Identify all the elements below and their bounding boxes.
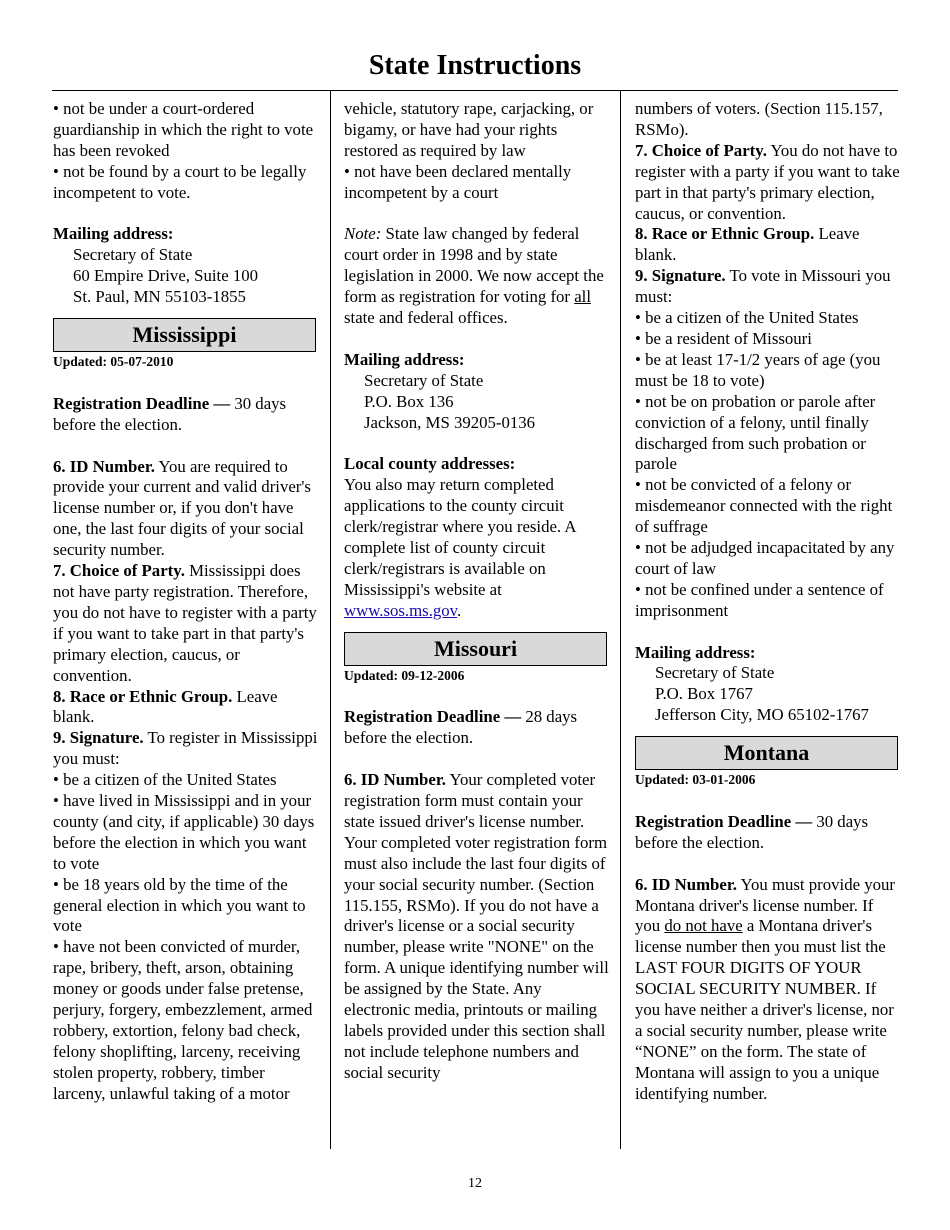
address-line: Jackson, MS 39205-0136 — [364, 412, 536, 432]
mailing-heading: Mailing address: — [635, 642, 756, 662]
mailing-heading: Mailing address: — [53, 224, 174, 244]
address-line: St. Paul, MN 55103-1855 — [73, 287, 246, 307]
county-heading: Local county addresses: — [344, 454, 516, 474]
column-3 — [635, 99, 901, 1105]
registration-deadline: Registration Deadline — 30 days before the election. — [635, 811, 869, 852]
column-divider — [330, 91, 331, 1149]
mailing-heading: Mailing address: — [344, 349, 465, 369]
note-paragraph: Note: State law changed by federal court order in 1998 and by state legislation in 2000. We now accept the form as registration for voting for all state and federal offices. — [344, 224, 604, 328]
page-title: State Instructions — [368, 50, 582, 81]
id-number-section: 6. ID Number. You must provide your Montana driver's license number. If you do not have a Montana driver's license number then you must list the LAST FOUR DIGITS OF YOUR SOCIAL SECURITY NUMBER. If you have neither a driver's license, nor a social security number, please write “NONE” on the form. The state of Montana will assign to you a unique identifying number. — [635, 874, 895, 1103]
updated-date: Updated: 09-12-2006 — [344, 667, 465, 683]
signature-section: 9. Signature. To register in Mississippi you must: — [53, 728, 318, 769]
choice-of-party-section: 7. Choice of Party. You do not have to register with a party if you want to take part in that party's primary election, caucus, or convention. — [635, 140, 900, 223]
column-divider — [620, 91, 621, 1149]
state-header-missouri: Missouri — [344, 632, 607, 666]
column-2 — [344, 99, 610, 1084]
address-line: P.O. Box 136 — [364, 391, 454, 411]
bullet-item: • be a citizen of the United States — [635, 308, 859, 328]
bullet-item: • have not been convicted of murder, rape, bribery, theft, arson, obtaining money or goods under false pretense, perjury, forgery, embezzlement, armed robbery, extortion, felony bad check, felony shoplifting, larceny, receiving stolen property, robbery, timber larceny, unlawful taking of a motor — [53, 937, 313, 1103]
bullet-item: • be 18 years old by the time of the general election in which you want to vote — [53, 874, 306, 936]
bullet-item: • not be found by a court to be legally incompetent to vote. — [53, 161, 307, 202]
bullet-item: • not be on probation or parole after conviction of a felony, until finally discharged from such probation or parole — [635, 391, 876, 474]
bullet-item: • not be convicted of a felony or misdemeanor connected with the right of suffrage — [635, 475, 893, 537]
registration-deadline: Registration Deadline — 30 days before the election. — [53, 393, 287, 434]
continued-text: numbers of voters. (Section 115.157, RSMo). — [635, 99, 883, 139]
address-line: Jefferson City, MO 65102-1767 — [655, 705, 869, 725]
updated-date: Updated: 05-07-2010 — [53, 354, 174, 370]
address-line: 60 Empire Drive, Suite 100 — [73, 266, 259, 286]
bullet-item: • be at least 17-1/2 years of age (you must be 18 to vote) — [635, 349, 881, 390]
column-1 — [53, 99, 319, 1105]
bullet-item: • not be confined under a sentence of imprisonment — [635, 579, 884, 620]
website-link[interactable]: www.sos.ms.gov — [344, 600, 457, 620]
bullet-item: • not have been declared mentally incompetent by a court — [344, 161, 572, 202]
updated-date: Updated: 03-01-2006 — [635, 772, 756, 788]
address-line: P.O. Box 1767 — [655, 684, 753, 704]
race-section: 8. Race or Ethnic Group. Leave blank. — [635, 224, 860, 265]
county-paragraph: You also may return completed applications to the county circuit clerk/registrar where you reside. A complete list of county circuit clerk/registrars is available on Mississippi's website at www.sos.ms.gov. — [344, 475, 576, 620]
id-number-section: 6. ID Number. You are required to provide your current and valid driver's license number or, if you don't have one, the last four digits of your social security number. — [53, 456, 311, 560]
bullet-item: • be a resident of Missouri — [635, 328, 812, 348]
bullet-item: • not be under a court-ordered guardianship in which the right to vote has been revoked — [53, 99, 314, 160]
continued-text: vehicle, statutory rape, carjacking, or bigamy, or have had your rights restored as required by law — [344, 99, 594, 160]
registration-deadline: Registration Deadline — 28 days before the election. — [344, 707, 578, 748]
bullet-item: • be a citizen of the United States — [53, 770, 277, 790]
address-line: Secretary of State — [364, 370, 484, 390]
address-line: Secretary of State — [73, 245, 193, 265]
choice-of-party-section: 7. Choice of Party. Mississippi does not have party registration. Therefore, you do not have to register with a party if you want to take part in that party's primary election, caucus, or convention. — [53, 561, 317, 685]
bullet-item: • have lived in Mississippi and in your county (and city, if applicable) 30 days before the election in which you want to vote — [53, 791, 315, 873]
page-number: 12 — [468, 1176, 482, 1191]
id-number-section: 6. ID Number. Your completed voter registration form must contain your state issued driver's license number. Your completed voter registration form must also include the last four digits of your social security number. (Section 115.155, RSMo). If you do not have a driver's license or a social security number, please write "NONE" on the form. A unique identifying number will be assigned by the State. Any electronic media, printouts or mailing labels provided under this section shall not include telephone numbers and social security — [344, 770, 609, 1082]
state-header-mississippi: Mississippi — [53, 318, 316, 352]
race-section: 8. Race or Ethnic Group. Leave blank. — [53, 686, 278, 727]
address-line: Secretary of State — [655, 663, 775, 683]
state-header-montana: Montana — [635, 736, 898, 770]
bullet-item: • not be adjudged incapacitated by any court of law — [635, 538, 895, 578]
signature-section: 9. Signature. To vote in Missouri you must: — [635, 266, 891, 307]
title-rule — [52, 90, 898, 91]
